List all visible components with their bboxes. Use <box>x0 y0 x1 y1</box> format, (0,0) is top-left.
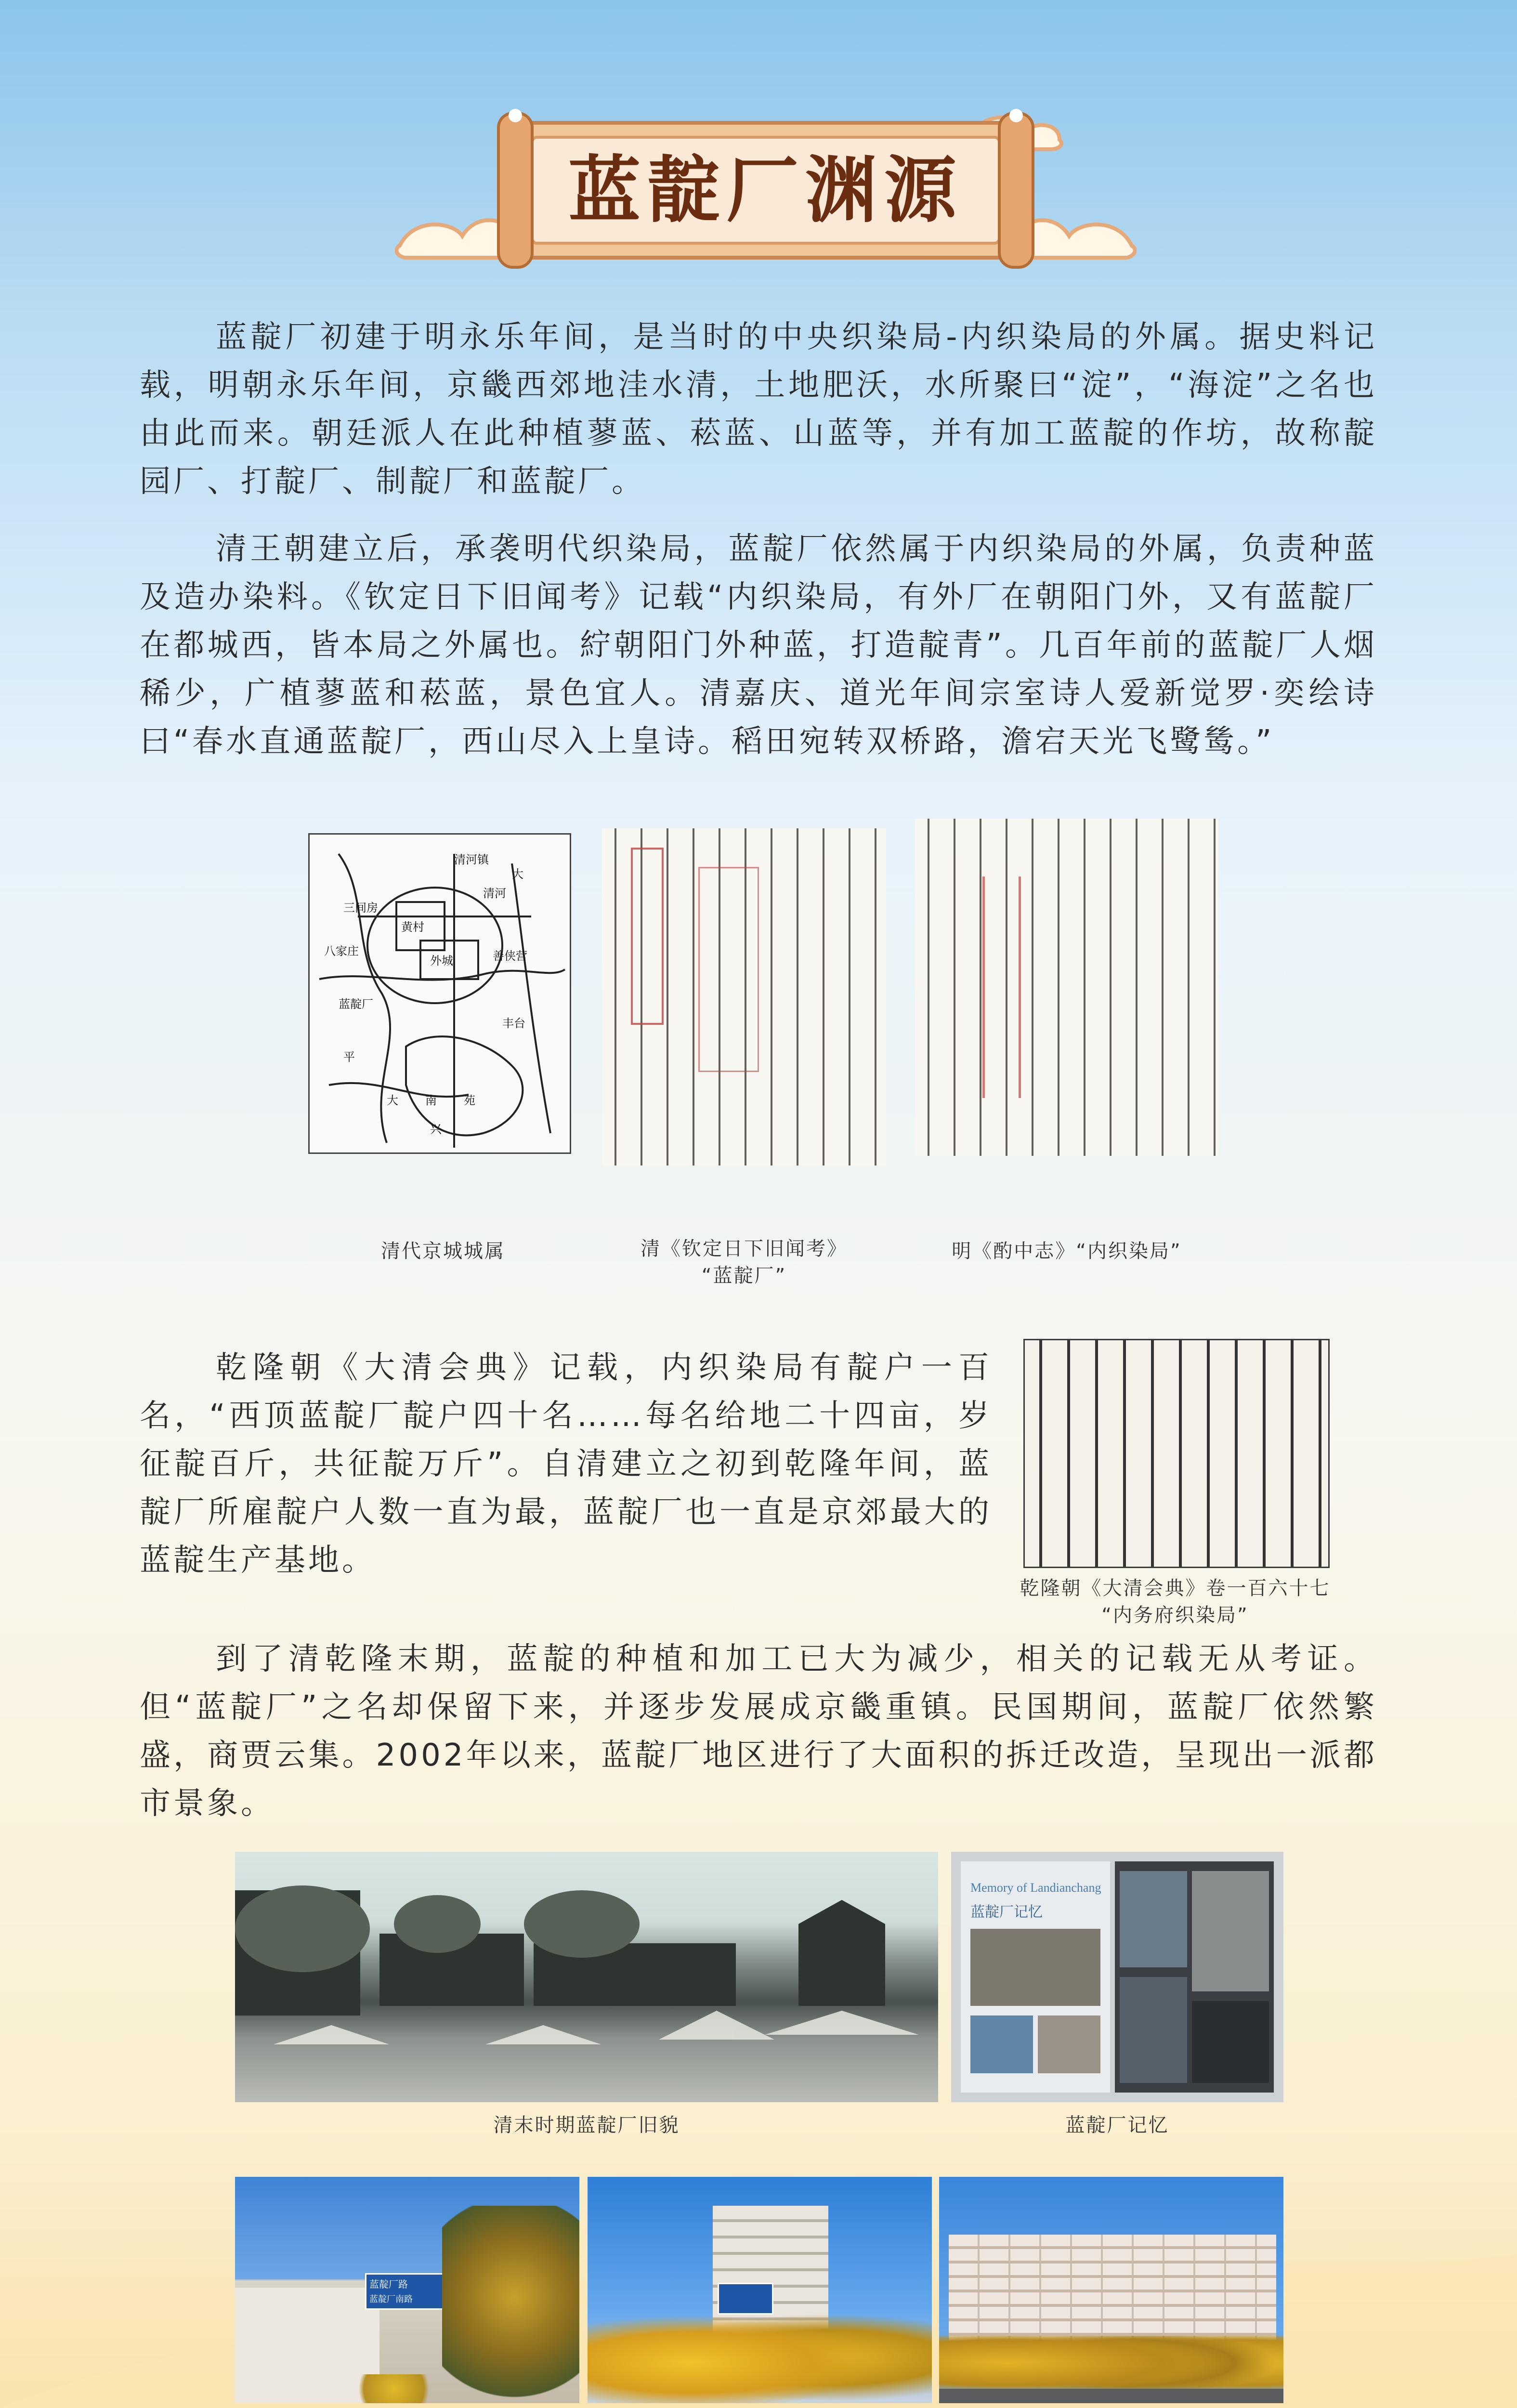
map-label: 南 <box>425 1094 437 1107</box>
old-photo-caption: 清末时期蓝靛厂旧貌 <box>493 2114 680 2136</box>
map-label: 大 <box>512 867 523 881</box>
map-label: 外城 <box>430 954 453 968</box>
road-sign-text-1: 蓝靛厂路 <box>369 2278 408 2290</box>
memory-book-photo <box>951 1852 1283 2102</box>
qing-city-map-image <box>308 833 571 1154</box>
book1-caption: 清《钦定日下旧闻考》 “蓝靛厂” <box>641 1238 848 1287</box>
map-label: 丰台 <box>502 1017 525 1030</box>
map-label: 八家庄 <box>324 944 359 958</box>
da-qing-huidian-page-image <box>1023 1339 1330 1568</box>
late-qing-old-photo <box>235 1852 938 2102</box>
old-photo-drawing <box>235 1852 938 2102</box>
qianlong-paragraph: 乾隆朝《大清会典》记载，内织染局有靛户一百名，“西顶蓝靛厂靛户四十名……每名给地二十四亩，岁征靛百斤，共征靛万斤”。自清建立之初到乾隆年间，蓝靛厂所雇靛户人数一直为最，蓝靛厂也一直是京郊最大的蓝靛生产基地。 <box>140 1350 992 1578</box>
map-label: 清河镇 <box>454 853 489 866</box>
map-label: 平 <box>343 1050 355 1064</box>
map-label: 清河 <box>483 887 506 900</box>
road-sign-text-2: 蓝靛厂南路 <box>369 2294 413 2304</box>
modern-paragraph: 到了清乾隆末期，蓝靛的种植和加工已大为减少，相关的记载无从考证。但“蓝靛厂”之名却保留下来，并逐步发展成京畿重镇。民国期间，蓝靛厂依然繁盛，商贾云集。2002年以来，蓝靛厂地区进行了大面积的拆迁改造，呈现出一派都市景象。 <box>140 1641 1377 1821</box>
map-caption: 清代京城城属 <box>381 1240 505 1262</box>
map-drawing <box>310 835 570 1152</box>
memory-book-title-en: Memory of Landianchang <box>970 1881 1101 1895</box>
qing-paragraph: 清王朝建立后，承袭明代织染局，蓝靛厂依然属于内织染局的外属，负责种蓝及造办染料。《钦定日下旧闻考》记载“内织染局，有外厂在朝阳门外，又有蓝靛厂在都城西，皆本局之外属也。紵朝阳门外种蓝，打造靛青”。几百年前的蓝靛厂人烟稀少，广植蓼蓝和菘蓝，景色宜人。清嘉庆、道光年间宗室诗人爱新觉罗·奕绘诗曰“春水直通蓝靛厂，西山尽入上皇诗。稻田宛转双桥路，澹宕天光飞鹭鸶。” <box>140 531 1377 759</box>
modern-street-photo-1 <box>235 2177 579 2403</box>
map-label: 蓝靛厂 <box>339 997 373 1011</box>
map-label: 大 <box>387 1094 398 1107</box>
huidian-caption: 乾隆朝《大清会典》卷一百六十七 “内务府织染局” <box>1020 1577 1331 1626</box>
memory-caption: 蓝靛厂记忆 <box>1065 2114 1169 2136</box>
book2-caption: 明《酌中志》“内织染局” <box>952 1240 1182 1262</box>
map-label: 苑 <box>464 1094 475 1107</box>
memory-book-title-cn: 蓝靛厂记忆 <box>970 1904 1043 1921</box>
page-title: 蓝靛厂渊源 <box>568 148 963 233</box>
title-banner <box>395 101 1137 275</box>
zhuozhongzhi-page-image <box>915 819 1218 1156</box>
rixia-jiuwen-kao-page-image <box>602 828 886 1165</box>
map-label: 黄村 <box>401 920 424 934</box>
modern-street-photo-2 <box>588 2177 932 2403</box>
map-label: 善侠营 <box>493 949 527 963</box>
map-label: 兴 <box>430 1123 442 1136</box>
modern-street-photo-3 <box>939 2177 1283 2403</box>
map-label: 三间房 <box>343 901 378 915</box>
intro-paragraph: 蓝靛厂初建于明永乐年间，是当时的中央织染局-内织染局的外属。据史料记载，明朝永乐年间，京畿西郊地洼水清，土地肥沃，水所聚曰“淀”，“海淀”之名也由此而来。朝廷派人在此种植蓼蓝、菘蓝、山蓝等，并有加工蓝靛的作坊，故称靛园厂、打靛厂、制靛厂和蓝靛厂。 <box>140 319 1377 499</box>
